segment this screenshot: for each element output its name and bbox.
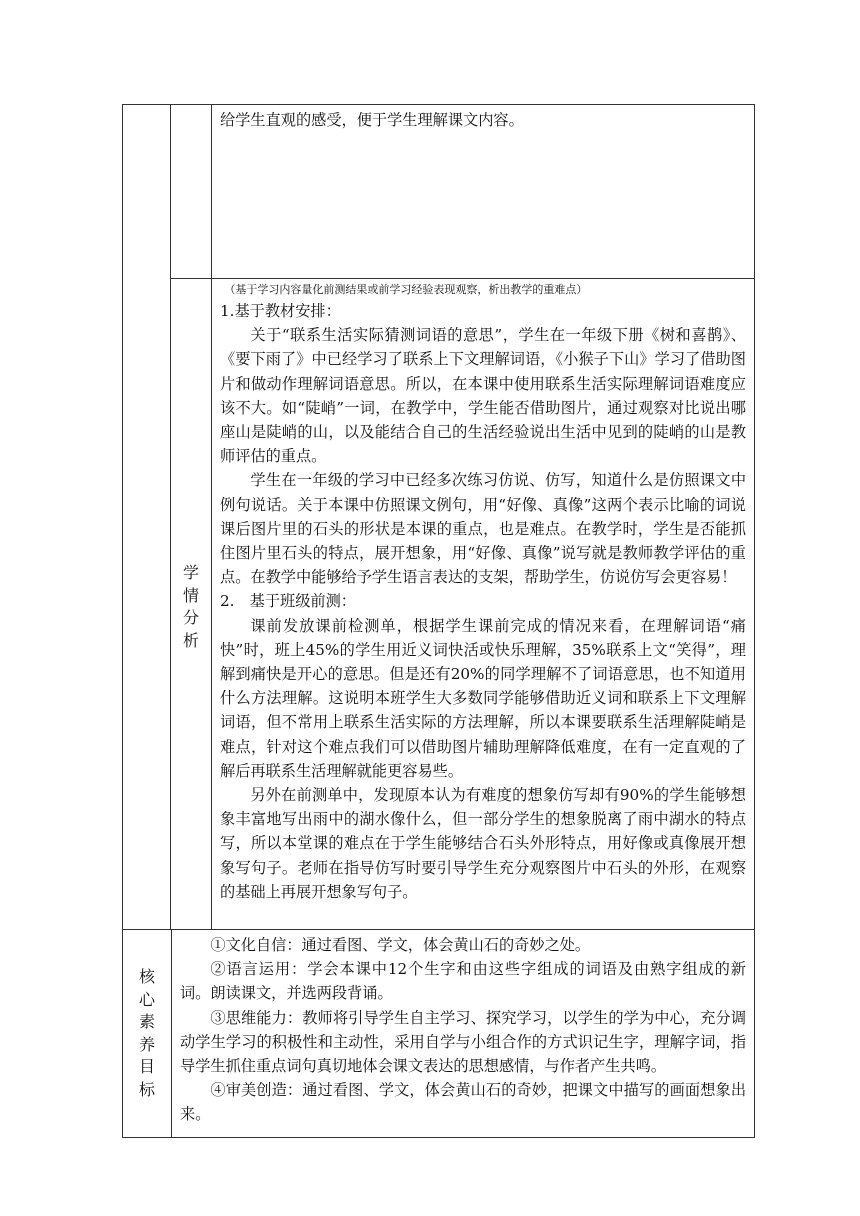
top-row-text-cell [220,108,746,132]
core-goals-label-char: 心 [138,989,155,1009]
core-goals-label [132,966,162,1101]
column-divider-2 [211,104,212,930]
core-goal-item: ④审美创造：通过看图、学文，体会黄山石的奇妙，把课文中描写的画面想象出来。 [180,1081,746,1124]
analysis-label-char: 学 [182,563,199,582]
analysis-paragraph: 另外在前测单中，发现原本认为有难度的想象仿写却有90%的学生能够想象丰富地写出雨中的湖水像什么，但一部分学生的想象脱离了雨中湖水的特点写，所以本堂课的难点在于学生能够结合石头外形特点，用好像或真像展开想象写句子。老师在指导仿写时要引导学生充分观察图片中石头的外形，在观察的基础上再展开想象写句子。 [220,786,746,901]
analysis-paragraph: 课前发放课前检测单，根据学生课前完成的情况来看，在理解词语“痛快”时，班上45%的学生用近义词快活或快乐理解，35%联系上文“笑得”，理解到痛快是开心的意思。但是还有20%的同学理解不了词语意思，也不知道用什么方法理解。这说明本班学生大多数同学能够借助近义词和联系上下文理解词语，但不常用上联系生活实际的方法理解，所以本课要联系生活理解陡峭是难点，针对这个难点我们可以借助图片辅助理解降低难度，在有一定直观的了解后再联系生活理解就能更容易些。 [220,616,746,780]
analysis-heading-1: 1.基于教材安排： [220,302,341,320]
analysis-paragraph: 学生在一年级的学习中已经多次练习仿说、仿写，知道什么是仿照课文中例句说话。关于本课中仿照课文例句，用“好像、真像”这两个表示比喻的词说课后图片里的石头的形状是本课的重点，也是难点。在教学时，学生是否能抓住图片里石头的特点，展开想象，用“好像、真像”说写就是教师教学评估的重点。在教学中能够给予学生语言表达的支架，帮助学生，仿说仿写会更容易！ [220,471,746,587]
table-border-bottom [122,1137,754,1138]
analysis-note: （基于学习内容量化前测结果或前学习经验表现观察，析出教学的重难点） [224,283,588,296]
analysis-label-char: 分 [182,608,199,627]
row-divider-2 [122,929,754,930]
top-row-text: 给学生直观的感受，便于学生理解课文内容。 [220,111,524,129]
core-goal-item: ②语言运用：学会本课中12个生字和由这些字组成的词语及由熟字组成的新词。朗读课文，并选两段背诵。 [180,960,746,1003]
table-border-right [754,104,755,1138]
analysis-content [220,282,746,904]
core-goals-label-char: 核 [138,967,155,986]
core-goals-label-char: 标 [138,1079,155,1099]
column-divider-core [171,930,172,1138]
core-goal-item: ①文化自信：通过看图、学文，体会黄山石的奇妙之处。 [210,936,591,954]
analysis-label-char: 情 [182,585,199,605]
core-goals-label-char: 养 [138,1034,155,1054]
core-goal-item: ③思维能力：教师将引导学生自主学习、探究学习，以学生的学为中心，充分调动学生学习的积极性和主动性，采用自学与小组合作的方式识记生字，理解字词，指导学生抓住重点词句真切地体会课文表达的思想感情，与作者产生共鸣。 [180,1008,746,1076]
row-divider-1 [170,278,754,279]
table-border-left [122,104,123,1138]
column-divider-1 [170,104,171,930]
analysis-heading-2: 2. 基于班级前测： [220,592,356,611]
core-goals-content [180,933,746,1127]
core-goals-label-char: 目 [138,1057,155,1076]
analysis-label-char: 析 [182,630,199,650]
analysis-label [176,562,206,652]
analysis-paragraph: 关于“联系生活实际猜测词语的意思”，学生在一年级下册《树和喜鹊》、《要下雨了》中已经学习了联系上下文理解词语，《小猴子下山》学习了借助图片和做动作理解词语意思。所以，在本课中使用联系生活实际理解词语难度应该不大。如“陡峭”一词，在教学中，学生能否借助图片，通过观察对比说出哪座山是陡峭的山，以及能结合自己的生活经验说出生活中见到的陡峭的山是教师评估的重点。 [220,326,746,466]
core-goals-label-char: 素 [138,1012,155,1031]
table-border-top [122,104,754,105]
